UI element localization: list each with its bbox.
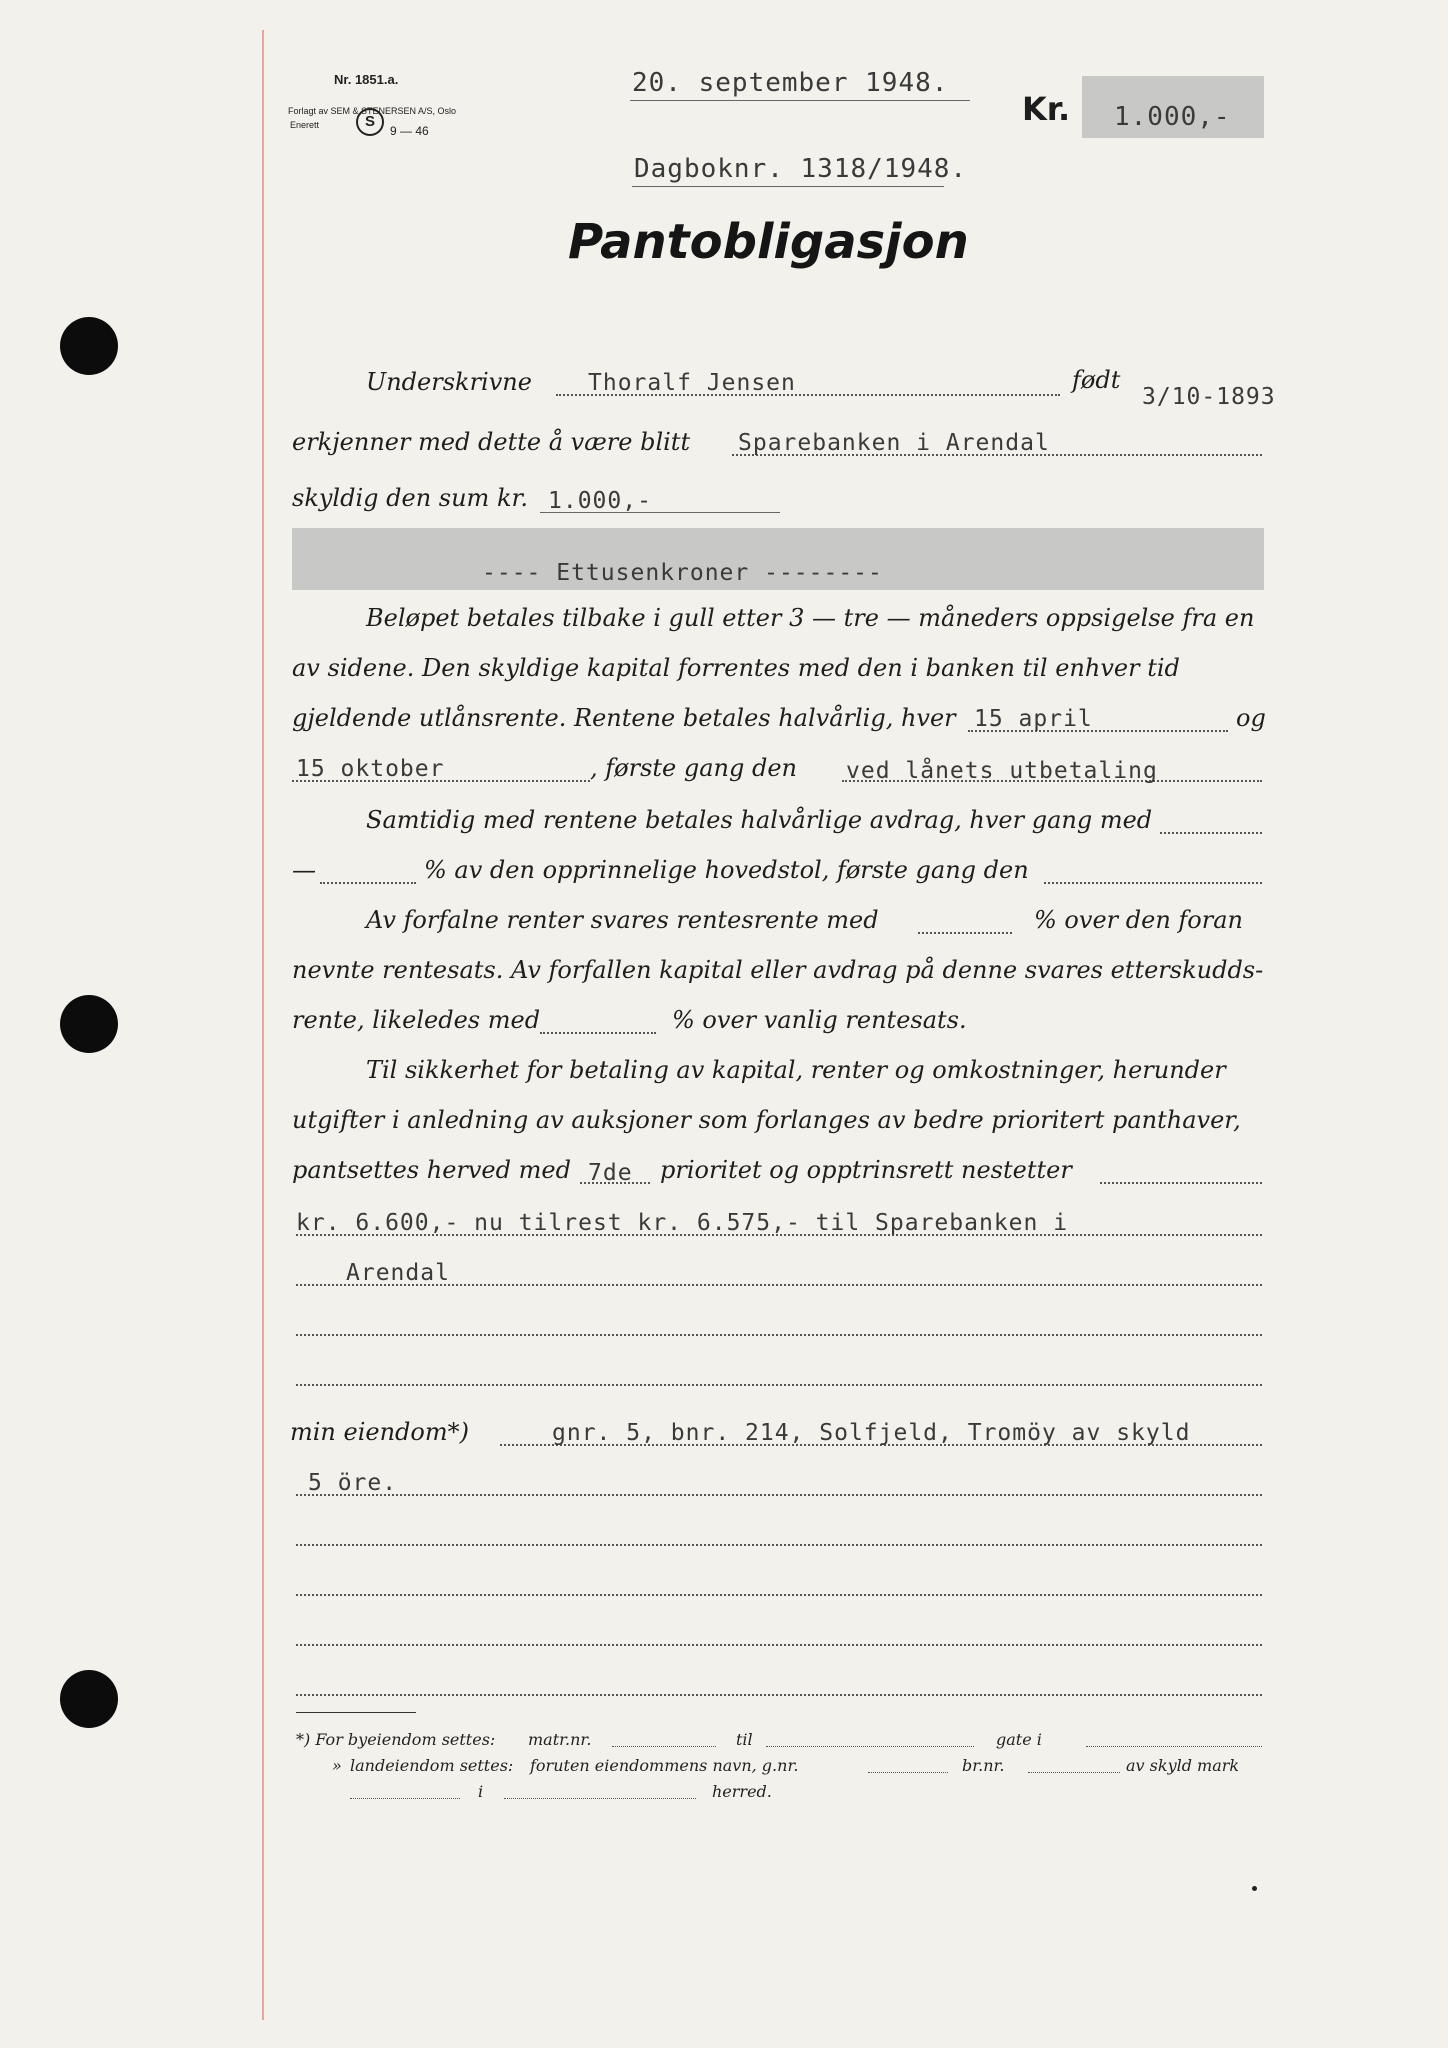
footnote-rule [296, 1712, 416, 1713]
dotted-line [296, 1594, 1262, 1596]
debtor-name: Thoralf Jensen [588, 370, 796, 396]
publisher-rights: Enerett [290, 120, 320, 130]
prior-debt-line: kr. 6.600,- nu tilrest kr. 6.575,- til Sparebanken i [296, 1210, 1069, 1236]
footnote-text: i [478, 1782, 484, 1801]
document-title: Pantobligasjon [568, 214, 969, 270]
footnote-line: landeiendom settes: [350, 1756, 514, 1775]
punch-hole [60, 995, 118, 1053]
amount-in-words: ---- Ettusenkroner -------- [482, 560, 883, 586]
punch-hole [60, 1670, 118, 1728]
margin-line [262, 30, 264, 2020]
property-description: 5 öre. [308, 1470, 398, 1496]
dotted-line [1044, 882, 1262, 884]
paragraph-line: Samtidig med rentene betales halvårlige avdrag, hver gang med [366, 806, 1153, 834]
journal-number: Dagboknr. 1318/1948. [634, 154, 968, 184]
journal-underline [632, 186, 944, 187]
dotted-line [296, 1384, 1262, 1386]
footnote-text: av skyld mark [1126, 1756, 1240, 1775]
dotted-line [296, 1334, 1262, 1336]
punch-hole [60, 317, 118, 375]
paragraph-line: gjeldende utlånsrente. Rentene betales halvårlig, hver [292, 704, 956, 732]
footnote-text: br.nr. [962, 1756, 1005, 1775]
dotted-line [320, 882, 416, 884]
form-number: Nr. 1851.a. [334, 72, 399, 87]
interest-date-2: 15 oktober [296, 756, 445, 782]
footnote-text: matr.nr. [528, 1730, 592, 1749]
footnote-text: foruten eiendommens navn, g.nr. [530, 1756, 799, 1775]
paragraph-line: % av den opprinnelige hovedstol, første gang den [424, 856, 1029, 884]
footnote-text: til [736, 1730, 753, 1749]
dotted-line [350, 1798, 460, 1799]
publisher-line: Forlagt av SEM & STENERSEN A/S, Oslo [288, 106, 457, 116]
paragraph-line: , første gang den [590, 754, 797, 782]
paragraph-line: av sidene. Den skyldige kapital forrentes med den i banken til enhver tid [292, 654, 1180, 682]
dotted-line [1160, 832, 1262, 834]
born-label: født [1072, 366, 1121, 394]
paragraph-line: % over den foran [1034, 906, 1243, 934]
owes-text: skyldig den sum kr. [292, 484, 528, 512]
paragraph-line: prioritet og opptrinsrett nestetter [660, 1156, 1072, 1184]
footnote-line: *) For byeiendom settes: [296, 1730, 496, 1749]
date-underline [630, 100, 970, 101]
paragraph-line: Beløpet betales tilbake i gull etter 3 — tre — måneders oppsigelse fra en [366, 604, 1255, 632]
ink-speck [1252, 1886, 1257, 1891]
dotted-line [296, 1644, 1262, 1646]
first-payment: ved lånets utbetaling [846, 758, 1158, 784]
priority-value: 7de [588, 1160, 633, 1186]
footnote-text: gate i [996, 1730, 1042, 1749]
paragraph-word: og [1236, 704, 1266, 732]
paragraph-line: nevnte rentesats. Av forfallen kapital eller avdrag på denne svares etterskudds- [292, 956, 1264, 984]
born-date: 3/10-1893 [1142, 384, 1276, 410]
form-date: 9 — 46 [390, 124, 429, 138]
dotted-line [1028, 1772, 1120, 1773]
paragraph-line: % over vanlig rentesats. [672, 1006, 967, 1034]
dotted-line [766, 1746, 974, 1747]
undersigned-label: Underskrivne [366, 368, 532, 396]
document-date: 20. september 1948. [632, 68, 949, 98]
creditor-name: Sparebanken i Arendal [738, 430, 1050, 456]
acknowledges-text: erkjenner med dette å være blitt [292, 428, 691, 456]
paragraph-line: Til sikkerhet for betaling av kapital, renter og omkostninger, herunder [366, 1056, 1226, 1084]
property-label: min eiendom*) [290, 1418, 469, 1446]
owed-amount: 1.000,- [548, 488, 652, 514]
footnote-text: herred. [712, 1782, 772, 1801]
paragraph-line: pantsettes herved med [292, 1156, 571, 1184]
paragraph-line: utgifter i anledning av auksjoner som forlanges av bedre prioritert panthaver, [292, 1106, 1241, 1134]
paragraph-line: rente, likeledes med [292, 1006, 541, 1034]
dotted-line [918, 932, 1012, 934]
paragraph-line: Av forfalne renter svares rentesrente med [366, 906, 879, 934]
dotted-line [612, 1746, 716, 1747]
dotted-line [540, 1032, 656, 1034]
footnote-marker: » [332, 1756, 342, 1775]
dotted-line [1100, 1182, 1262, 1184]
kr-label: Kr. [1022, 90, 1071, 128]
dotted-line [504, 1798, 696, 1799]
dotted-line [296, 1694, 1262, 1696]
dotted-line [296, 1544, 1262, 1546]
interest-date-1: 15 april [974, 706, 1093, 732]
dotted-line [1086, 1746, 1262, 1747]
paragraph-dash: — [292, 856, 316, 884]
dotted-line [296, 1494, 1262, 1496]
prior-debt-line: Arendal [346, 1260, 450, 1286]
publisher-logo: S [356, 108, 384, 136]
property-description: gnr. 5, bnr. 214, Solfjeld, Tromöy av skyld [552, 1420, 1191, 1446]
amount-value: 1.000,- [1114, 102, 1231, 132]
dotted-line [868, 1772, 948, 1773]
